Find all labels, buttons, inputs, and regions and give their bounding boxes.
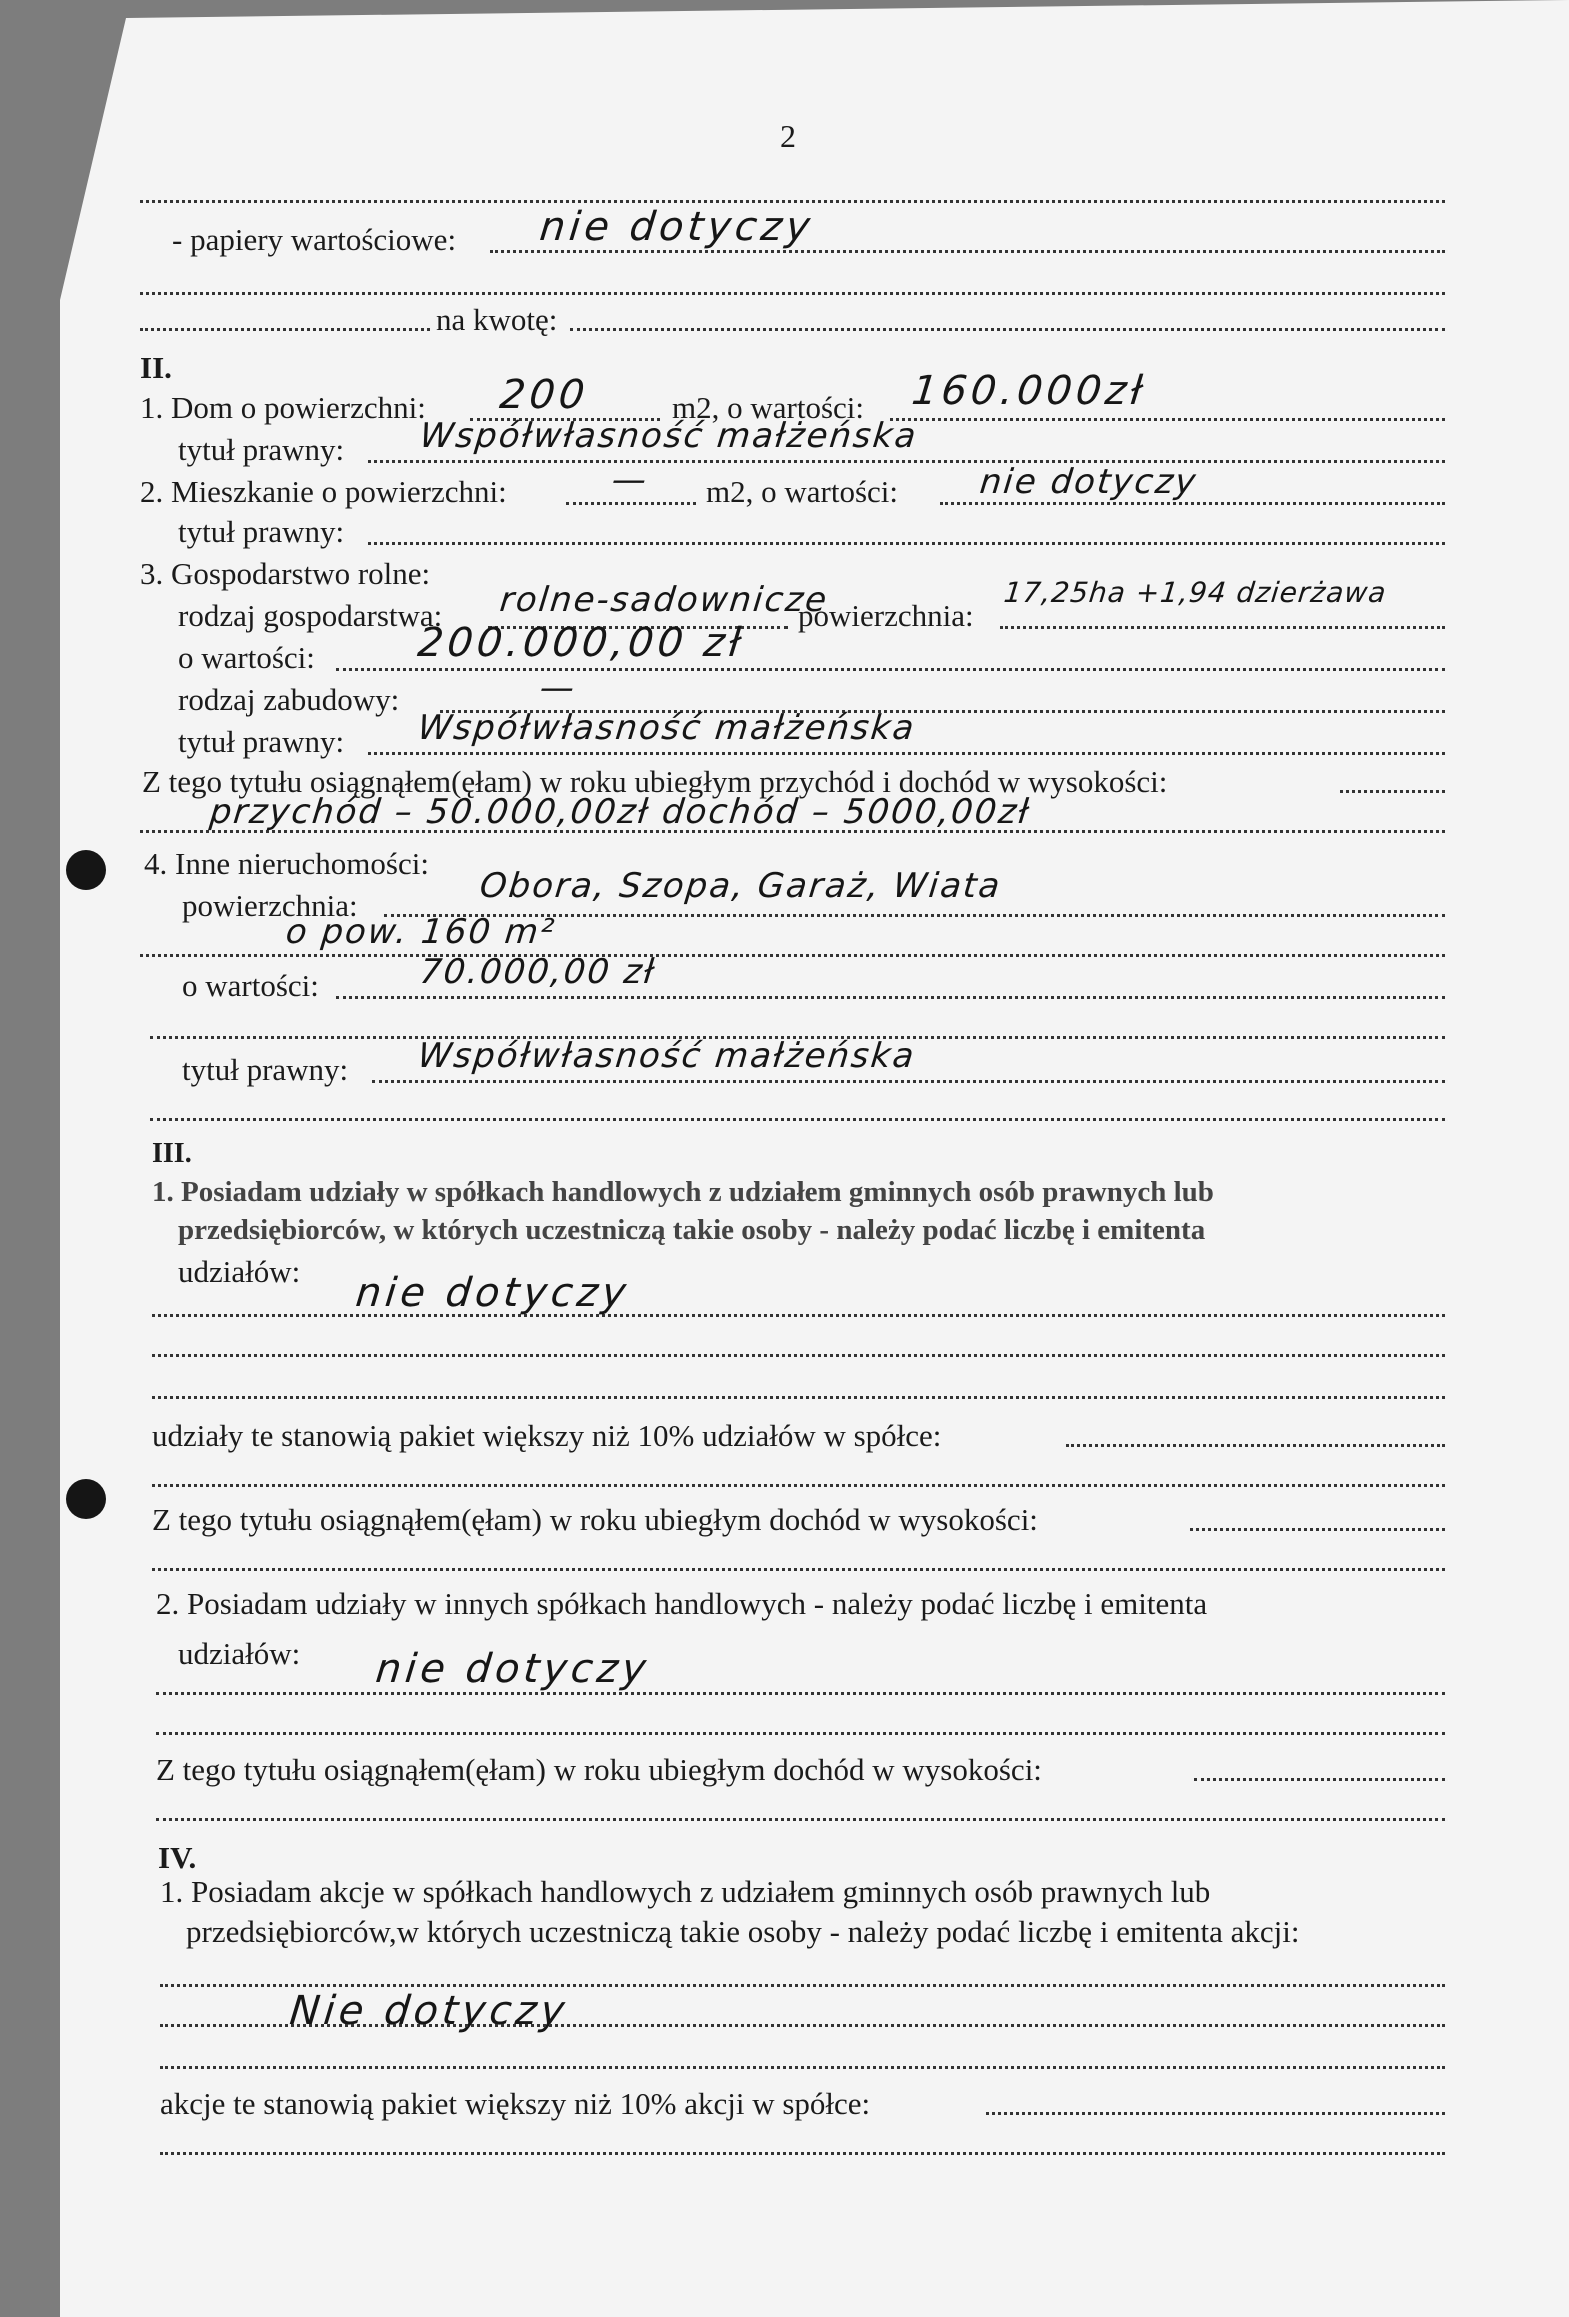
farm-title-handwritten: Współwłasność małżeńska [415, 708, 918, 748]
dotted-line [140, 328, 430, 331]
farm-label: 3. Gospodarstwo rolne: [140, 556, 431, 591]
dotted-line [160, 2024, 1445, 2027]
other-title-handwritten: Współwłasność małżeńska [415, 1036, 918, 1076]
dotted-line [336, 996, 1445, 999]
section-iv-heading: IV. [158, 1840, 197, 1875]
other-area-label: powierzchnia: [182, 888, 358, 923]
dotted-line [490, 250, 1445, 253]
dotted-line [152, 1396, 1445, 1399]
dotted-line [566, 502, 696, 505]
document-page [60, 0, 1569, 2317]
farm-buildings-handwritten: — [537, 668, 579, 708]
amount-label: na kwotę: [436, 302, 558, 337]
dotted-line [1190, 1528, 1445, 1531]
other-area-handwritten: Obora, Szopa, Garaż, Wiata [477, 866, 1004, 906]
section-iii-heading: III. [152, 1138, 192, 1169]
house-area-handwritten: 200 [497, 372, 591, 418]
farm-area-label: powierzchnia: [798, 598, 974, 633]
dotted-line [368, 752, 1445, 755]
dotted-line [368, 460, 1445, 463]
dotted-line [152, 1484, 1445, 1487]
flat-value-label: m2, o wartości: [706, 474, 898, 509]
section-iii-income1-label: Z tego tytułu osiągnąłem(ęłam) w roku ubiegłym dochód w wysokości: [152, 1502, 1038, 1537]
section-iii-p2-line1: 2. Posiadam udziały w innych spółkach handlowych - należy podać liczbę i emitenta [156, 1586, 1208, 1621]
other-title-label: tytuł prawny: [182, 1052, 349, 1087]
section-iii-p1-handwritten: nie dotyczy [353, 1270, 633, 1316]
farm-income-label: Z tego tytułu osiągnąłem(ęłam) w roku ubiegłym przychód i dochód w wysokości: [142, 764, 1168, 799]
dotted-line [570, 328, 1445, 331]
dotted-line [140, 954, 1445, 957]
dotted-line [1066, 1444, 1445, 1447]
dotted-line [940, 502, 1445, 505]
dotted-line [152, 1354, 1445, 1357]
farm-value-handwritten: 200.000,00 zł [415, 620, 747, 666]
house-label: 1. Dom o powierzchni: [140, 390, 426, 425]
dotted-line [156, 1692, 1445, 1695]
farm-value-label: o wartości: [178, 640, 315, 675]
flat-area-handwritten: — [609, 460, 651, 500]
house-value-label: m2, o wartości: [672, 390, 864, 425]
section-iii-p2-line2: udziałów: [178, 1636, 301, 1671]
house-title-label: tytuł prawny: [178, 432, 345, 467]
securities-label: - papiery wartościowe: [172, 222, 457, 257]
dotted-line [150, 1118, 1445, 1121]
dotted-line [160, 2152, 1445, 2155]
farm-type-label: rodzaj gospodarstwa: [178, 598, 443, 633]
dotted-line [156, 1818, 1445, 1821]
dotted-line [156, 1732, 1445, 1735]
flat-title-label: tytuł prawny: [178, 514, 345, 549]
house-title-handwritten: Współwłasność małżeńska [417, 416, 920, 456]
dotted-line [1194, 1778, 1445, 1781]
dotted-line [890, 418, 1445, 421]
farm-type-handwritten: rolne-sadownicze [497, 580, 831, 620]
section-ii-heading: II. [140, 350, 172, 385]
section-iii-p2-handwritten: nie dotyczy [373, 1646, 653, 1692]
page-number: 2 [780, 118, 796, 154]
other-value-handwritten: 70.000,00 zł [417, 952, 658, 992]
dotted-line [986, 2112, 1445, 2115]
flat-value-handwritten: nie dotyczy [977, 462, 1200, 502]
section-iv-pkg-label: akcje te stanowią pakiet większy niż 10% akcji w spółce: [160, 2086, 871, 2121]
section-iii-p1-line3: udziałów: [178, 1254, 301, 1289]
dotted-line [336, 668, 1445, 671]
section-iv-p1-handwritten: Nie dotyczy [287, 1988, 571, 2034]
farm-area-handwritten: 17,25ha +1,94 dzierżawa [1002, 576, 1389, 609]
dotted-line [152, 1568, 1445, 1571]
section-iii-p1-line2: przedsiębiorców, w których uczestniczą takie osoby - należy podać liczbę i emitenta [178, 1214, 1206, 1246]
section-iii-p1-line1: 1. Posiadam udziały w spółkach handlowych z udziałem gminnych osób prawnych lub [152, 1176, 1214, 1208]
other-area-handwritten-2: o pow. 160 m² [283, 912, 558, 952]
flat-label: 2. Mieszkanie o powierzchni: [140, 474, 507, 509]
dotted-line [160, 2066, 1445, 2069]
dotted-line [152, 1314, 1445, 1317]
dotted-line [368, 542, 1445, 545]
punch-hole-top [66, 850, 106, 890]
other-property-label: 4. Inne nieruchomości: [144, 846, 429, 881]
punch-hole-bottom [66, 1479, 106, 1519]
section-iii-pkg-label: udziały te stanowią pakiet większy niż 10% udziałów w spółce: [152, 1418, 942, 1453]
section-iv-p1-line2: przedsiębiorców,w których uczestniczą takie osoby - należy podać liczbę i emitenta akcji: [186, 1914, 1300, 1949]
section-iii-income2-label: Z tego tytułu osiągnąłem(ęłam) w roku ubiegłym dochód w wysokości: [156, 1752, 1042, 1787]
farm-buildings-label: rodzaj zabudowy: [178, 682, 400, 717]
dotted-line [1000, 626, 1445, 629]
farm-income-handwritten: przychód – 50.000,00zł dochód – 5000,00zł [207, 792, 1033, 832]
dotted-line [140, 200, 1445, 203]
dotted-line [140, 292, 1445, 295]
securities-handwritten: nie dotyczy [537, 204, 817, 250]
other-value-label: o wartości: [182, 968, 319, 1003]
dotted-line [372, 1080, 1445, 1083]
dotted-line [1340, 790, 1445, 793]
farm-title-label: tytuł prawny: [178, 724, 345, 759]
section-iv-p1-line1: 1. Posiadam akcje w spółkach handlowych z udziałem gminnych osób prawnych lub [160, 1874, 1211, 1909]
house-value-handwritten: 160.000zł [909, 368, 1149, 414]
dotted-line [160, 1984, 1445, 1987]
